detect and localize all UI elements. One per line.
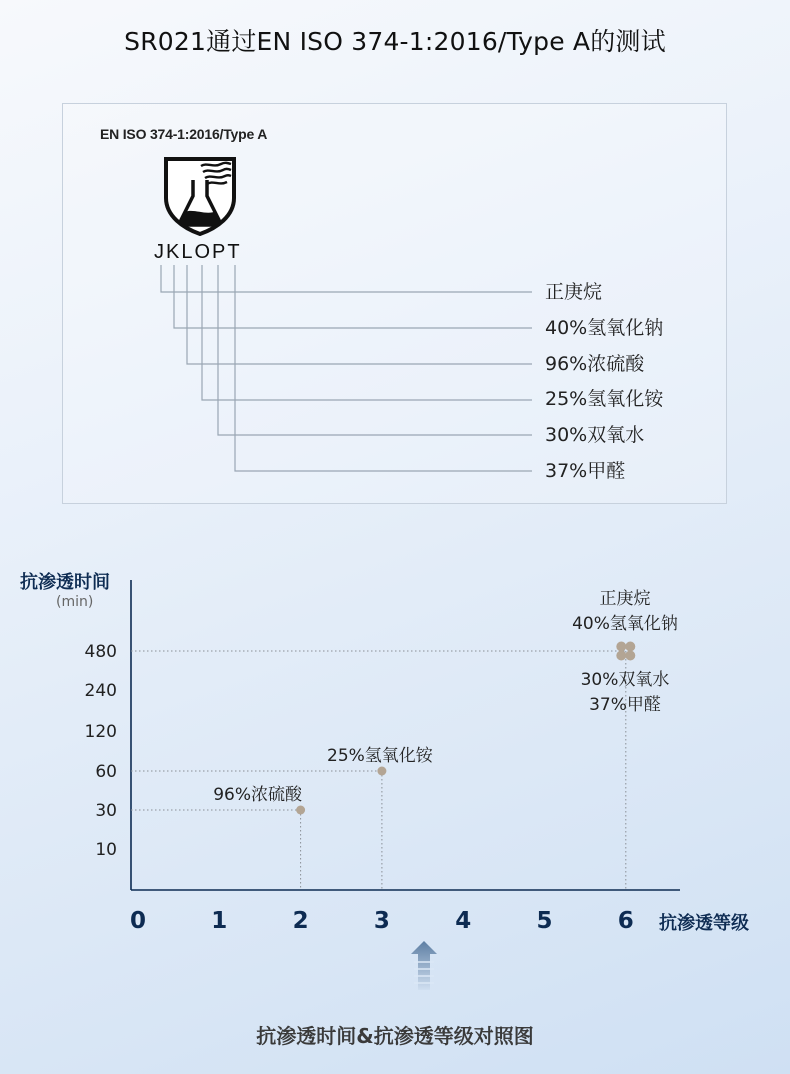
x-tick-label: 3 — [373, 908, 390, 934]
y-tick-label: 240 — [84, 681, 117, 701]
x-tick-label: 1 — [211, 908, 228, 934]
chemical-j: 正庚烷 — [545, 281, 603, 303]
x-tick-label: 2 — [292, 908, 309, 934]
x-tick-label: 6 — [617, 908, 634, 934]
chart-caption: 抗渗透时间&抗渗透等级对照图 — [256, 1024, 534, 1048]
chemical-t: 37%甲醛 — [545, 460, 626, 482]
annotation-bottom-line-2: 37%甲醛 — [589, 694, 661, 715]
annotation-bottom-line-1: 30%双氧水 — [580, 670, 670, 690]
y-axis-unit: (min) — [56, 594, 94, 610]
y-tick-label: 480 — [84, 642, 117, 662]
chemical-k: 40%氢氧化钠 — [545, 317, 664, 339]
x-tick-label: 5 — [536, 908, 553, 934]
x-tick-label: 4 — [455, 908, 472, 934]
data-point-label: 96%浓硫酸 — [213, 785, 302, 805]
chemical-l: 96%浓硫酸 — [545, 353, 645, 375]
y-tick-label: 30 — [95, 801, 117, 821]
standard-label: EN ISO 374-1:2016/Type A — [100, 126, 268, 142]
x-tick-label: 0 — [129, 908, 147, 934]
standard-codes: JKLOPT — [154, 241, 242, 263]
annotation-top-line-2: 40%氢氧化钠 — [572, 613, 678, 634]
data-point-label: 25%氢氧化铵 — [327, 746, 433, 766]
y-tick-label: 10 — [95, 840, 117, 860]
annotation-top-line-1: 正庚烷 — [599, 589, 651, 609]
x-axis-title: 抗渗透等级 — [659, 913, 749, 934]
chemical-p: 30%双氧水 — [545, 424, 645, 446]
chemical-o: 25%氢氧化铵 — [545, 388, 664, 410]
y-axis-title: 抗渗透时间 — [20, 572, 110, 593]
page-title: SR021通过EN ISO 374-1:2016/Type A的测试 — [124, 27, 666, 56]
y-tick-label: 120 — [84, 722, 117, 742]
y-tick-label: 60 — [95, 762, 117, 782]
